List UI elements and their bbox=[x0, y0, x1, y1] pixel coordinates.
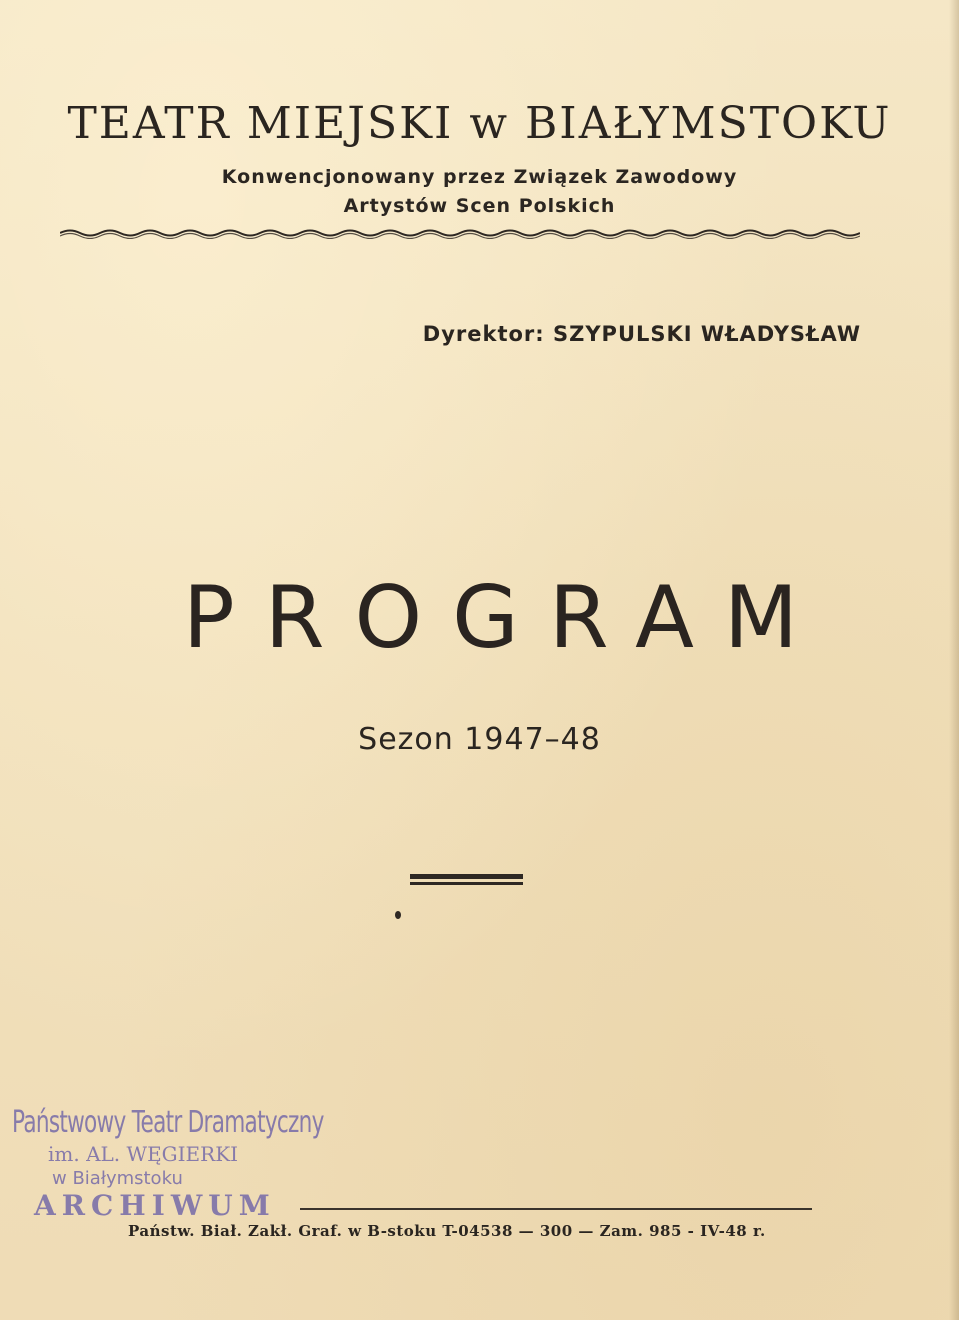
archive-stamp bbox=[12, 1105, 332, 1222]
stamp-line-3: w Białymstoku bbox=[52, 1168, 183, 1189]
decorative-rule-top bbox=[410, 874, 523, 879]
theatre-title: TEATR MIEJSKI w BIAŁYMSTOKU bbox=[67, 98, 892, 149]
subtitle-line-1: Konwencjonowany przez Związek Zawodowy bbox=[221, 166, 738, 188]
wavy-divider bbox=[60, 227, 860, 239]
program-heading: PROGRAM bbox=[182, 568, 829, 668]
printer-imprint: Państw. Biał. Zakł. Graf. w B-stoku T-04538 — 300 — Zam. 985 - IV-48 r. bbox=[128, 1222, 766, 1240]
stamp-line-2: im. AL. WĘGIERKI bbox=[48, 1142, 239, 1166]
decorative-dot bbox=[395, 911, 401, 919]
decorative-rule-bottom bbox=[410, 882, 523, 885]
stamp-line-1: Państwowy Teatr Dramatyczny bbox=[12, 1105, 324, 1140]
season-label: Sezon 1947–48 bbox=[358, 722, 601, 757]
subtitle-line-2: Artystów Scen Polskich bbox=[343, 195, 616, 217]
stamp-line-4: ARCHIWUM bbox=[34, 1189, 276, 1222]
footer-rule bbox=[300, 1208, 812, 1210]
director-line: Dyrektor: SZYPULSKI WŁADYSŁAW bbox=[422, 322, 861, 346]
